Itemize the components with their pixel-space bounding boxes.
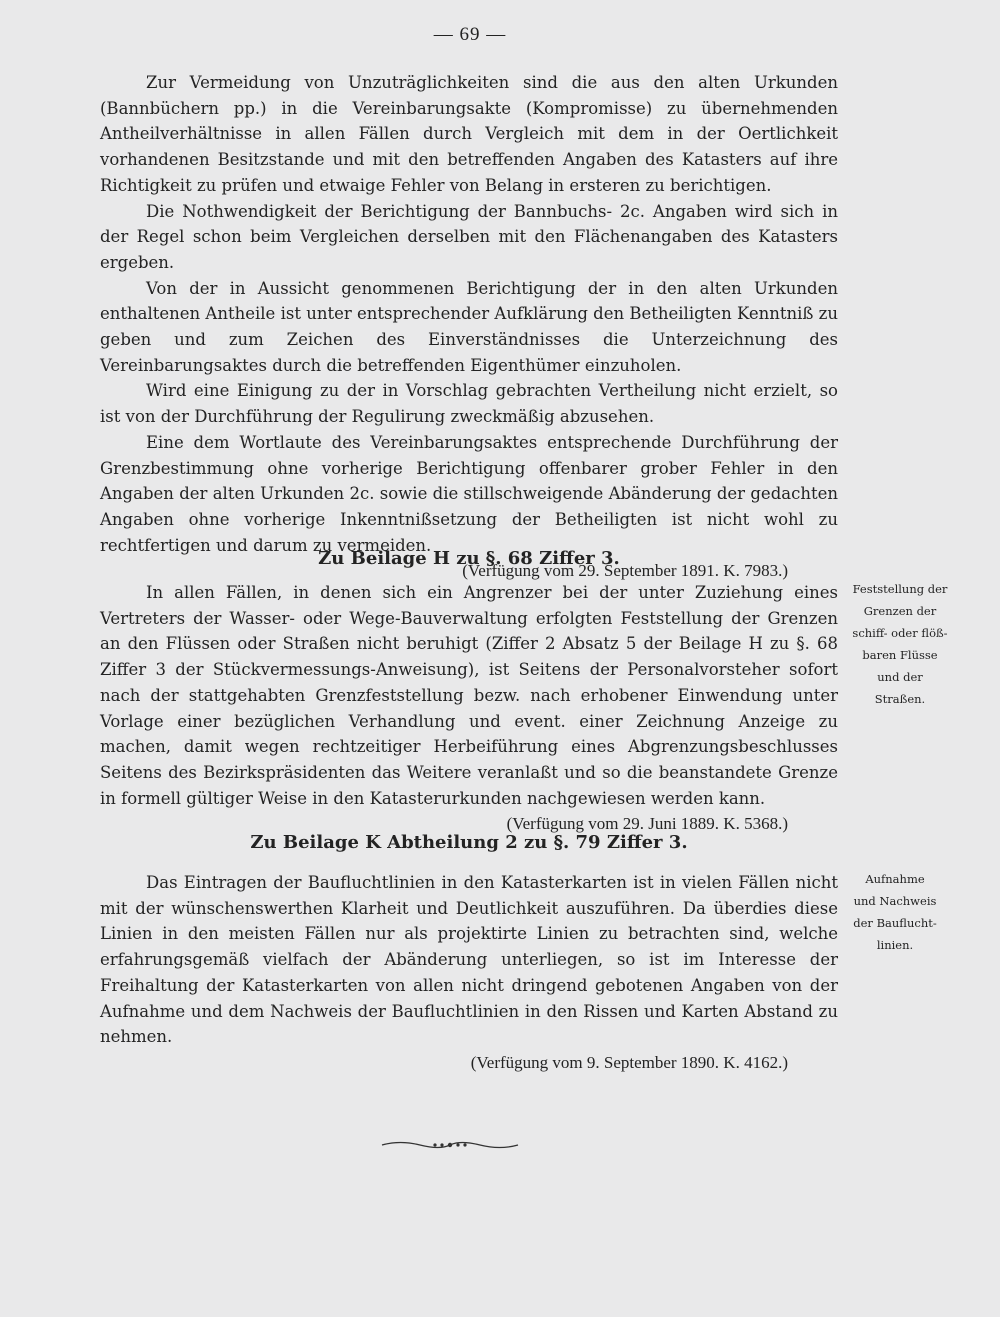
margin-note-line: und Nachweis	[853, 894, 937, 908]
paragraph-beilage-k: Das Eintragen der Baufluchtlinien in den Katasterkarten ist in vielen Fällen nicht mit der wünschenswerthen Klarheit und Deutlichkeit auszuführen. Da überdies diese Linien in den meisten Fällen nur als projektirte Linien zu betrachten sind, welche erfahrungsgemäß vielfach der Abänderung unterliegen, so ist im Interesse der Freihaltung der Katasterkarten von allen nicht dringend gebotenen Angaben von der Aufnahme und dem Nachweis der Baufluchtlinien in den Rissen und Karten Abstand zu nehmen.	[100, 873, 838, 1047]
reference-2: (Verfügung vom 29. Juni 1889. K. 5368.)	[506, 814, 788, 834]
page-number: — 69 —	[433, 24, 507, 45]
margin-note-line: Feststellung der	[852, 582, 948, 596]
paragraph-4: Wird eine Einigung zu der in Vorschlag gebrachten Vertheilung nicht erzielt, so ist von der Durchführung der Regulirung zweckmäßig abzusehen.	[100, 381, 838, 427]
margin-note-feststellung	[845, 578, 955, 710]
section-3	[100, 830, 838, 1076]
section-heading-beilage-h: Zu Beilage H zu §. 68 Ziffer 3.	[318, 548, 620, 569]
margin-note-line: Straßen.	[874, 692, 926, 706]
section-heading-beilage-k: Zu Beilage K Abtheilung 2 zu §. 79 Ziffer 3.	[250, 832, 688, 853]
margin-note-aufnahme	[840, 868, 950, 956]
section-2	[100, 546, 838, 837]
paragraph-5: Eine dem Wortlaute des Vereinbarungsaktes entsprechende Durchführung der Grenzbestimmung ohne vorherige Berichtigung offenbarer grober Fehler in den Angaben der alten Urkunden 2c. sowie die stillschweigende Abänderung der gedachten Angaben ohne vorherige Inkenntnißsetzung der Betheiligten ist nicht wohl zu rechtfertigen und darum zu vermeiden.	[100, 432, 838, 555]
paragraph-2: Die Nothwendigkeit der Berichtigung der Bannbuchs- 2c. Angaben wird sich in der Regel schon beim Vergleichen derselben mit den Flächenangaben des Katasters ergeben.	[100, 201, 838, 272]
margin-note-line: Aufnahme	[865, 872, 925, 886]
reference-1: (Verfügung vom 29. September 1891. K. 7983.)	[462, 561, 788, 581]
section-1	[100, 70, 838, 584]
margin-note-line: schiff- oder flöß-	[852, 626, 948, 640]
paragraph-1: Zur Vermeidung von Unzuträglichkeiten sind die aus den alten Urkunden (Bannbüchern pp.) in die Vereinbarungsakte (Kompromisse) zu übernehmenden Antheilverhältnisse in allen Fällen durch Vergleich mit dem in der Oertlichkeit vorhandenen Besitzstande und mit den betreffenden Angaben des Katasters auf ihre Richtigkeit zu prüfen und etwaige Fehler von Belang in ersteren zu berichtigen.	[100, 73, 838, 195]
ornament-divider	[380, 1138, 520, 1152]
margin-note-line: linien.	[876, 938, 914, 952]
reference-3: (Verfügung vom 9. September 1890. K. 4162.)	[470, 1052, 788, 1072]
margin-note-line: der Bauflucht-	[853, 916, 937, 930]
margin-note-line: Grenzen der	[863, 604, 937, 618]
paragraph-3: Von der in Aussicht genommenen Berichtigung der in den alten Urkunden enthaltenen Antheile ist unter entsprechender Aufklärung den Betheiligten Kenntniß zu geben und zum Zeichen des Einverständnisses die Unterzeichnung des Vereinbarungsaktes durch die betreffenden Eigenthümer einzuholen.	[100, 278, 838, 375]
paragraph-beilage-h: In allen Fällen, in denen sich ein Angrenzer bei der unter Zuziehung eines Vertreters der Wasser- oder Wege-Bauverwaltung erfolgten Feststellung der Grenzen an den Flüssen oder Straßen nicht beruhigt (Ziffer 2 Absatz 5 der Beilage H zu §. 68 Ziffer 3 der Stückvermessungs-Anweisung), ist Seitens der Personalvorsteher sofort nach der stattgehabten Grenzfeststellung bezw. nach erhobener Einwendung unter Vorlage einer bezüglichen Verhandlung und event. einer Zeichnung Anzeige zu machen, damit wegen rechtzeitiger Herbeiführung eines Abgrenzungsbeschlusses Seitens des Bezirkspräsidenten das Weitere veranlaßt und so die beanstandete Grenze in formell gültiger Weise in den Katasterurkunden nachgewiesen werden kann.	[100, 583, 838, 808]
margin-note-line: und der	[877, 670, 923, 684]
margin-note-line: baren Flüsse	[862, 648, 938, 662]
